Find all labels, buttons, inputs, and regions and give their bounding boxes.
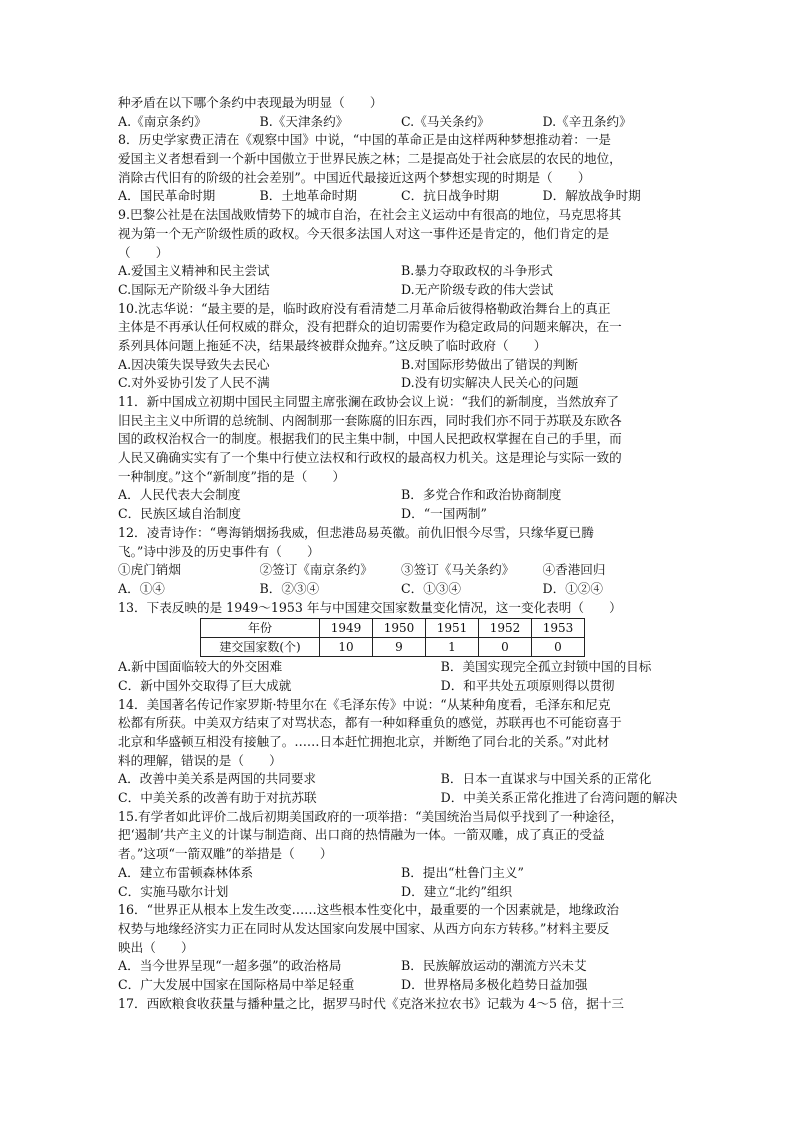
option-choice: C.国际无产阶级斗争大团结: [118, 281, 270, 297]
option-choice: B．日本一直谋求与中国关系的正常化: [440, 771, 652, 787]
text-line: 消除古代旧有的阶级的社会差别”。中国近代最接近这两个梦想实现的时期是（ ）: [118, 169, 591, 185]
text-line: 15.有学者如此评价二战后初期美国政府的一项举措：“美国统治当局似乎找到了一种途径，: [118, 808, 624, 824]
text-line: 把‘遏制’共产主义的计谋与制造商、出口商的热情融为一体。一箭双雕，成了真正的受益: [118, 827, 605, 843]
text-line: 种矛盾在以下哪个条约中表现最为明显（ ）: [118, 95, 383, 110]
text-line: 一种制度。”这个“新制度”指的是（ ）: [118, 468, 346, 484]
option-choice: D．建立“北约”组织: [401, 883, 513, 899]
table-cell-year: 1953: [532, 619, 585, 638]
option-row: [118, 113, 684, 132]
option-choice: A.新中国面临较大的外交困难: [118, 659, 283, 675]
text-line: 10.沈志华说：“最主要的是，临时政府没有看清楚二月革命后彼得格勒政治舞台上的真正: [118, 300, 611, 316]
option-choice: D．解放战争时期: [542, 188, 641, 204]
option-choice: D．世界格局多极化趋势日益加强: [401, 976, 588, 992]
text-line: 12．凌青诗作：“粤海销烟扬我威，但悲港岛易英徽。前仇旧恨今尽雪，只缘华夏已腾: [118, 524, 594, 540]
table-cell-year: 1951: [426, 619, 479, 638]
option-row: [118, 356, 684, 375]
text-line: 者。”这项“一箭双雕”的举措是（ ）: [118, 846, 333, 862]
diplomatic-relations-table: [200, 618, 585, 657]
text-line: 北京和华盛顿互相没有接触了。……日本赶忙拥抱北京，并断绝了同台北的关系。”对此材: [118, 734, 610, 749]
text-line: 16．“世界正从根本上发生改变……这些根本性变化中，最重要的一个因素就是，地缘政治: [118, 902, 620, 918]
option-choice: B.《天津条约》: [259, 113, 349, 129]
option-row: [118, 658, 684, 677]
option-choice: ②签订《南京条约》: [259, 562, 373, 578]
option-choice: D．①②④: [542, 580, 603, 596]
option-row: [118, 580, 684, 599]
option-choice: B．土地革命时期: [259, 188, 357, 204]
text-line: （ ）: [118, 244, 169, 260]
text-line: 爱国主义者想看到一个新中国傲立于世界民族之林；二是提高处于社会底层的农民的地位，: [118, 151, 622, 167]
option-row: [118, 281, 684, 300]
option-row: [118, 864, 684, 883]
option-choice: A．当今世界呈现“一超多强”的政治格局: [118, 958, 342, 974]
text-line: 8．历史学家费正清在《观察中国》中说，“中国的革命正是由这样两种梦想推动着：一是: [118, 132, 612, 148]
option-row: [118, 187, 684, 206]
option-choice: C．中美关系的改善有助于对抗苏联: [118, 790, 317, 806]
text-line: 13．下表反映的是 1949～1953 年与中国建交国家数量变化情况，这一变化表明（ ）: [118, 599, 622, 615]
option-row: [118, 957, 684, 976]
text-line: 人民又确确实实有了一个集中行使立法权和行政权的最高权力机关。这是理论与实际一致的: [118, 450, 622, 466]
text-line: 14．美国著名传记作家罗斯·特里尔在《毛泽东传》中说：“从某种角度看，毛泽东和尼克: [118, 696, 611, 712]
table-header-count: 建交国家数(个): [201, 638, 320, 657]
text-line: 松都有所获。中美双方结束了对骂状态，都有一种如释重负的感觉，苏联再也不可能窃喜于: [118, 715, 622, 731]
option-choice: D.无产阶级专政的伟大尝试: [401, 281, 554, 297]
text-line: 旧民主主义中所谓的总统制、内阁制那一套陈腐的旧东西，同时我们亦不同于苏联及东欧各: [118, 412, 622, 428]
table-row: [201, 638, 585, 657]
option-row: [118, 677, 684, 696]
option-row: [118, 561, 684, 580]
option-choice: B．多党合作和政治协商制度: [401, 487, 562, 503]
text-line: 系列具体问题上拖延不决，结果最终被群众抛弃。”这反映了临时政府（ ）: [118, 337, 547, 353]
option-choice: A．①④: [118, 580, 165, 596]
option-row: [118, 976, 684, 995]
text-line: 权势与地缘经济实力正在同时从发达国家向发展中国家、从西方向东方转移。”材料主要反: [118, 920, 610, 936]
option-choice: A．人民代表大会制度: [118, 487, 241, 503]
text-line: 9.巴黎公社是在法国战败情势下的城市自治，在社会主义运动中有很高的地位，马克思将其: [118, 207, 622, 223]
option-choice: A.爱国主义精神和民主尝试: [118, 263, 270, 279]
table-cell-count: 9: [373, 638, 426, 657]
option-row: [118, 505, 684, 524]
option-choice: D.没有切实解决人民关心的问题: [401, 375, 579, 391]
option-choice: C．广大发展中国家在国际格局中举足轻重: [118, 976, 355, 992]
option-choice: D.《辛丑条约》: [542, 113, 632, 129]
option-choice: C．①③④: [401, 580, 462, 596]
option-choice: C.《马关条约》: [401, 113, 490, 129]
option-choice: D．中美关系正常化推进了台湾问题的解决: [440, 790, 678, 806]
text-line: 视为第一个无产阶级性质的政权。今天很多法国人对这一事件还是肯定的，他们肯定的是: [118, 225, 610, 241]
option-choice: A.因决策失误导致失去民心: [118, 356, 270, 372]
option-choice: C．民族区域自治制度: [118, 506, 241, 522]
option-choice: A．改善中美关系是两国的共同要求: [118, 771, 317, 787]
table-cell-year: 1952: [479, 619, 532, 638]
table-cell-count: 10: [320, 638, 373, 657]
option-choice: A．国民革命时期: [118, 188, 216, 204]
text-line: 国的政权治权合一的制度。根据我们的民主集中制，中国人民把政权掌握在自己的手里，而: [118, 431, 622, 447]
option-row: [118, 486, 684, 505]
option-row: [118, 374, 684, 393]
text-line: 11．新中国成立初期中国民主同盟主席张澜在政协会议上说：“我们的新制度，当然放弃了: [118, 394, 620, 409]
option-choice: C．实施马歇尔计划: [118, 883, 229, 899]
option-row: [118, 770, 684, 789]
option-choice: A．建立布雷顿森林体系: [118, 864, 254, 880]
table-cell-count: 0: [532, 638, 585, 657]
option-choice: B.暴力夺取政权的斗争形式: [401, 263, 553, 279]
table-cell-count: 1: [426, 638, 479, 657]
option-choice: B．民族解放运动的潮流方兴未艾: [401, 958, 587, 974]
option-row: [118, 883, 684, 902]
option-choice: C．新中国外交取得了巨大成就: [118, 677, 292, 693]
option-choice: B．②③④: [259, 580, 320, 596]
table-cell-year: 1950: [373, 619, 426, 638]
text-line: 17．西欧粮食收获量与播种量之比，据罗马时代《克洛米拉农书》记载为 4～5 倍，据十三: [118, 995, 625, 1011]
option-choice: ①虎门销烟: [118, 562, 181, 578]
text-line: 主体是不再承认任何权威的群众，没有把群众的迫切需要作为稳定政局的问题来解决，在一: [118, 319, 622, 335]
table-row: [201, 619, 585, 638]
option-choice: B.对国际形势做出了错误的判断: [401, 356, 578, 372]
option-row: [118, 262, 684, 281]
option-choice: D．和平共处五项原则得以贯彻: [440, 677, 615, 693]
exam-page: [118, 94, 684, 1013]
option-choice: ③签订《马关条约》: [401, 562, 515, 578]
table-cell-year: 1949: [320, 619, 373, 638]
table-header-year: 年份: [201, 619, 320, 638]
text-line: 料的理解，错误的是（ ）: [118, 752, 282, 768]
option-choice: B．提出“杜鲁门主义”: [401, 864, 524, 880]
option-choice: ④香港回归: [542, 562, 606, 578]
option-choice: D．“一国两制”: [401, 506, 487, 522]
option-choice: A.《南京条约》: [118, 113, 207, 129]
option-choice: B．美国实现完全孤立封锁中国的目标: [440, 659, 652, 675]
table-cell-count: 0: [479, 638, 532, 657]
option-row: [118, 789, 684, 808]
option-choice: C.对外妥协引发了人民不满: [118, 375, 270, 391]
text-line: 映出（ ）: [118, 939, 194, 955]
option-choice: C．抗日战争时期: [401, 188, 499, 204]
text-line: 飞。”诗中涉及的历史事件有（ ）: [118, 543, 320, 559]
